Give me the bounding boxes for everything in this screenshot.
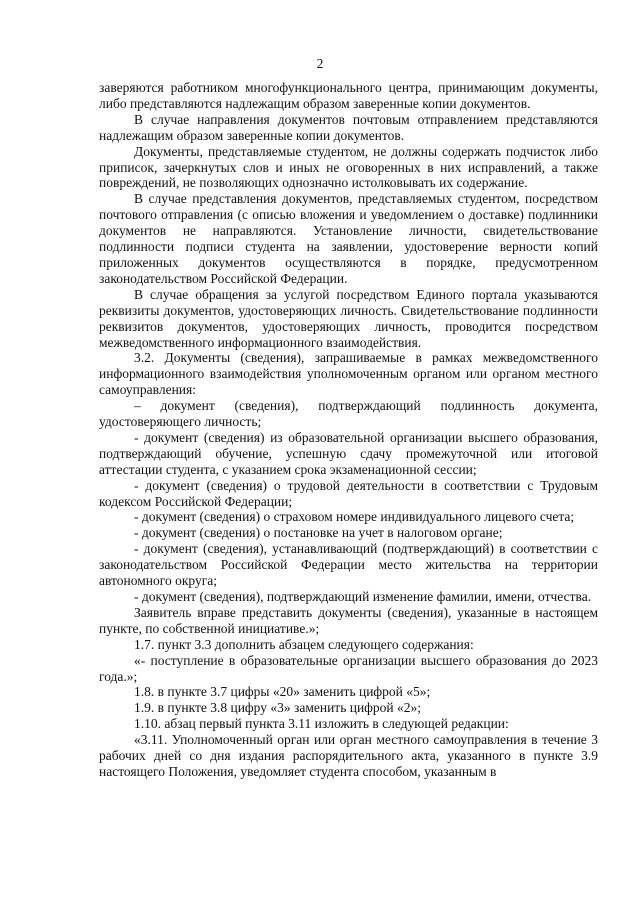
- paragraph: - документ (сведения) из образовательной организации высшего образования, подтверждающий обучение, успешную сдачу промежуточной или итоговой аттестации студента, с указанием срока экзаменационной сессии;: [99, 429, 598, 477]
- paragraph: В случае направления документов почтовым отправлением представляются надлежащим образом заверенные копии документов.: [99, 111, 598, 143]
- paragraph: – документ (сведения), подтверждающий подлинность документа, удостоверяющего личность;: [99, 398, 598, 430]
- paragraph: В случае обращения за услугой посредством Единого портала указываются реквизиты документов, удостоверяющих личность. Свидетельствование подлинности реквизитов документов, удостоверяющих личность, проводится посредством межведомственного информационного взаимодействия.: [99, 286, 598, 350]
- paragraph: «3.11. Уполномоченный орган или орган местного самоуправления в течение 3 рабочих дней со дня издания распорядительного акта, указанного в пункте 3.9 настоящего Положения, уведомляет студента способом, указанным в: [99, 732, 598, 779]
- paragraph: 1.9. в пункте 3.8 цифру «3» заменить цифрой «2»;: [134, 700, 422, 716]
- paragraph: «- поступление в образовательные организации высшего образования до 2023 года.»;: [99, 652, 598, 684]
- paragraph: - документ (сведения) о постановке на учет в налоговом органе;: [134, 525, 503, 541]
- paragraph: 1.10. абзац первый пункта 3.11 изложить в следующей редакции:: [134, 716, 509, 732]
- paragraph: - документ (сведения) о трудовой деятельности в соответствии с Трудовым кодексом Российской Федерации;: [99, 477, 598, 509]
- paragraph: - документ (сведения), подтверждающий изменение фамилии, имени, отчества.: [134, 589, 592, 604]
- paragraph: Заявитель вправе представить документы (сведения), указанные в настоящем пункте, по собственной инициативе.»;: [99, 604, 598, 636]
- paragraph: 3.2. Документы (сведения), запрашиваемые в рамках межведомственного информационного взаимодействия уполномоченным органом или органом местного самоуправления:: [99, 350, 598, 398]
- paragraph: 1.8. в пункте 3.7 цифры «20» заменить цифрой «5»;: [134, 684, 431, 700]
- paragraph: заверяются работником многофункционального центра, принимающим документы, либо представляются надлежащим образом заверенные копии документов.: [99, 80, 598, 111]
- paragraph: Документы, представляемые студентом, не должны содержать подчисток либо приписок, зачеркнутых слов и иных не оговоренных в них исправлений, а также повреждений, не позволяющих однозначно истолковывать их содержание.: [99, 143, 598, 191]
- page-number: 2: [316, 56, 324, 71]
- paragraph: 1.7. пункт 3.3 дополнить абзацем следующего содержания:: [134, 636, 474, 652]
- paragraph: В случае представления документов, представляемых студентом, посредством почтового отправления (с описью вложения и уведомлением о доставке) подлинники документов не направляются. Установление личности, свидетельствование подлинности подписи студента на заявлении, удостоверение верности копий приложенных документов осуществляются в порядке, предусмотренном законодательством Российской Федерации.: [99, 191, 598, 286]
- paragraph: - документ (сведения), устанавливающий (подтверждающий) в соответствии с законодательством Российской Федерации место жительства на территории автономного округа;: [99, 541, 598, 589]
- document-body: [99, 80, 598, 780]
- paragraph: - документ (сведения) о страховом номере индивидуального лицевого счета;: [134, 509, 575, 525]
